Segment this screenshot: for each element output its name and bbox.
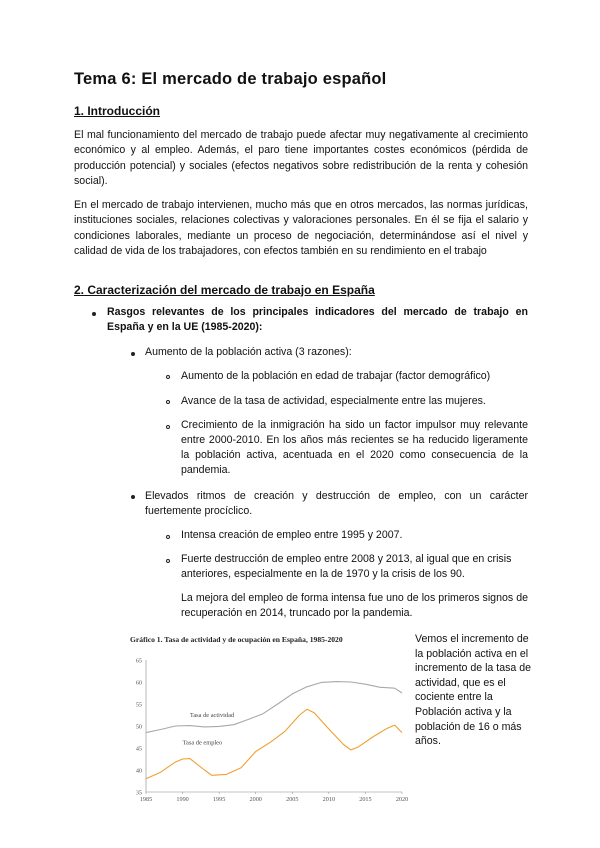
x-tick-label: 2010 xyxy=(322,796,336,803)
bullet-empleo: Elevados ritmos de creación y destrucción de empleo, con un carácter fuertemente procíclico. xyxy=(145,490,528,517)
bullet-poblacion-activa: Aumento de la población activa (3 razones): xyxy=(145,346,352,358)
bullet-dot xyxy=(131,495,135,499)
list-item: Crecimiento de la inmigración ha sido un factor impulsor muy relevante entre 2000-2010. En los años más recientes se ha reducido ligeramente la población activa, acentuada en el 2020 como consecuencia de la pandemia. xyxy=(181,419,528,476)
bullet-ring xyxy=(166,400,170,404)
intro-paragraph-2: En el mercado de trabajo intervienen, mucho más que en otros mercados, las normas jurídicas, instituciones sociales, relaciones colectivas y valoraciones personales. En él se fija el salario y condiciones laborales, mediante un proceso de negociación, determinándose así el nivel y calidad de vida de los trabajadores, con efectos también en su rendimiento en el trabajo xyxy=(74,199,528,258)
series-label-tasa-actividad: Tasa de actividad xyxy=(189,712,235,720)
list-item: Intensa creación de empleo entre 1995 y 2007. xyxy=(181,529,403,541)
x-tick-label: 1985 xyxy=(139,796,153,803)
series-line-tasa-actividad xyxy=(146,682,402,733)
bullet-dot xyxy=(131,352,135,356)
x-tick-label: 2015 xyxy=(359,796,372,803)
bullet-dot xyxy=(92,312,96,316)
y-tick-label: 40 xyxy=(135,767,142,775)
chart-title: Gráfico 1. Tasa de actividad y de ocupación en España, 1985-2020 xyxy=(130,635,343,644)
x-tick-label: 2000 xyxy=(249,796,262,803)
x-tick-label: 1995 xyxy=(212,796,226,803)
intro-paragraph-1: El mal funcionamiento del mercado de trabajo puede afectar muy negativamente al crecimiento económico y al empleo. Además, el paro tiene importantes costes económicos (pérdida de producción potencial) y sociales (efectos negativos sobre redistribución de la renta y cohesión social). xyxy=(74,129,528,188)
x-tick-label: 2020 xyxy=(395,796,408,803)
section-heading-characterization: 2. Caracterización del mercado de trabajo en España xyxy=(74,283,375,297)
y-tick-label: 45 xyxy=(135,745,142,753)
list-item: Avance de la tasa de actividad, especialmente entre las mujeres. xyxy=(181,395,486,407)
list-item: Fuerte destrucción de empleo entre 2008 y 2013, al igual que en crisis anteriores, especialmente en la de 1970 y la crisis de los 90. xyxy=(181,553,512,580)
recovery-paragraph: La mejora del empleo de forma intensa fue uno de los primeros signos de recuperación en 2014, truncado por la pandemia. xyxy=(181,592,528,619)
bullet-ring xyxy=(166,425,170,429)
y-tick-label: 55 xyxy=(135,701,142,709)
y-tick-label: 65 xyxy=(135,657,142,665)
employment-chart xyxy=(112,630,408,805)
series-label-tasa-empleo: Tasa de empleo xyxy=(182,739,223,747)
x-tick-label: 2005 xyxy=(286,796,299,803)
list-item: Aumento de la población en edad de trabajar (factor demográfico) xyxy=(181,370,491,382)
bullet-ring xyxy=(166,375,170,379)
side-note: Vemos el incremento de la población activa en el incremento de la tasa de actividad, que es el cociente entre la Población activa y la población de 16 o más años. xyxy=(415,633,532,748)
x-tick-label: 1990 xyxy=(176,796,189,803)
bullet-rasgos: Rasgos relevantes de los principales indicadores del mercado de trabajo en España y en la UE (1985-2020): xyxy=(107,306,528,333)
y-tick-label: 35 xyxy=(135,789,142,797)
bullet-ring xyxy=(166,535,170,539)
y-tick-label: 60 xyxy=(135,679,142,687)
section-heading-intro: 1. Introducción xyxy=(74,104,161,118)
y-tick-label: 50 xyxy=(135,723,142,731)
bullet-ring xyxy=(166,559,170,563)
document-title: Tema 6: El mercado de trabajo español xyxy=(74,70,387,88)
